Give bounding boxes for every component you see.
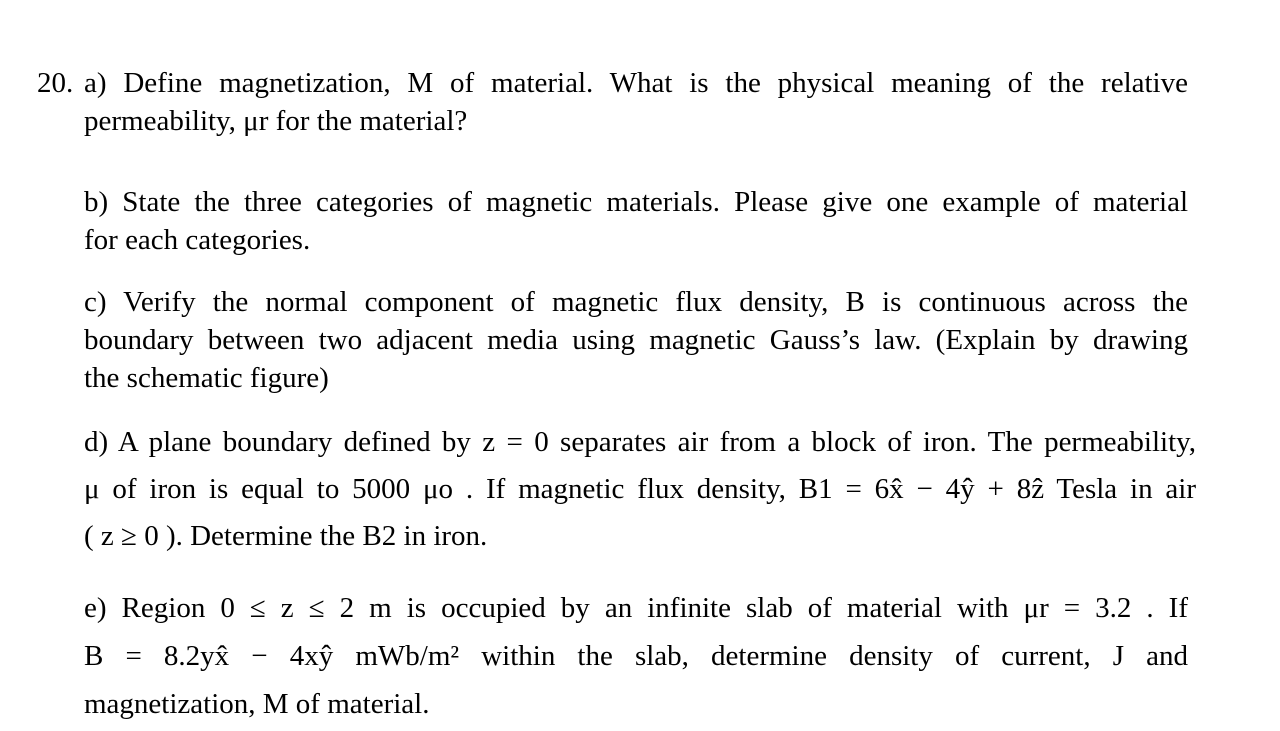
question-part-c xyxy=(84,283,1188,397)
part-c-line-1: c) Verify the normal component of magnetic flux density, B is continuous across the xyxy=(84,286,1188,318)
part-b-line-1: b) State the three categories of magnetic materials. Please give one example of material xyxy=(84,186,1188,218)
question-part-a xyxy=(84,64,1188,140)
part-d-line-2: μ of iron is equal to 5000 μo . If magnetic flux density, B1 = 6x̂ − 4ŷ + 8ẑ Tesla in air xyxy=(84,473,1196,505)
part-d-line-3: ( z ≥ 0 ). Determine the B2 in iron. xyxy=(84,520,488,552)
question-number: 20. xyxy=(37,67,74,99)
part-c-line-3: the schematic figure) xyxy=(84,362,329,394)
part-e-line-3: magnetization, M of material. xyxy=(84,688,430,720)
part-e-line-2: B = 8.2yx̂ − 4xŷ mWb/m² within the slab, determine density of current, J and xyxy=(84,640,1188,672)
question-part-d xyxy=(84,419,1196,560)
question-part-e xyxy=(84,584,1188,728)
part-a-line-1: a) Define magnetization, M of material. What is the physical meaning of the relative xyxy=(84,67,1188,99)
question-part-b xyxy=(84,183,1188,259)
part-b-line-2: for each categories. xyxy=(84,224,311,256)
part-e-line-1: e) Region 0 ≤ z ≤ 2 m is occupied by an infinite slab of material with μr = 3.2 . If xyxy=(84,592,1188,624)
part-a-line-2: permeability, μr for the material? xyxy=(84,105,468,137)
part-c-line-2: boundary between two adjacent media using magnetic Gauss’s law. (Explain by drawing xyxy=(84,324,1188,356)
part-d-line-1: d) A plane boundary defined by z = 0 separates air from a block of iron. The permeability, xyxy=(84,426,1196,458)
